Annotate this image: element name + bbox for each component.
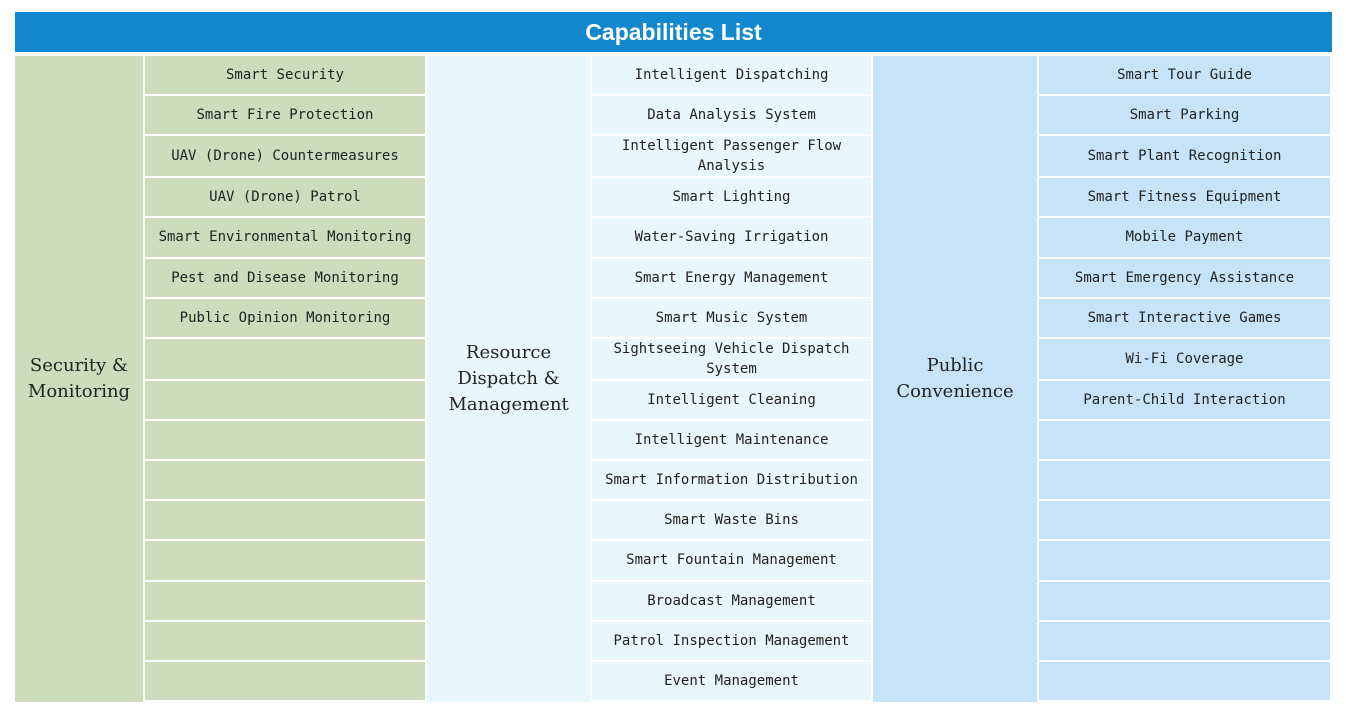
capability-cell: Pest and Disease Monitoring [145, 259, 427, 299]
capability-cell: Data Analysis System [592, 96, 873, 136]
capability-cell: Smart Music System [592, 299, 873, 339]
capability-cell: Smart Fire Protection [145, 96, 427, 136]
capability-cell-empty [1039, 461, 1332, 501]
capability-cell: Smart Interactive Games [1039, 299, 1332, 339]
capability-cell-empty [145, 501, 427, 541]
capability-cell-empty [1039, 541, 1332, 581]
capabilities-grid [15, 56, 1332, 702]
capability-cell-empty [145, 541, 427, 581]
capability-cell: Smart Emergency Assistance [1039, 259, 1332, 299]
capability-cell: Smart Energy Management [592, 259, 873, 299]
category-public-convenience [873, 56, 1039, 702]
capability-cell-empty [145, 381, 427, 421]
capability-cell: Wi-Fi Coverage [1039, 339, 1332, 381]
capability-cell: Broadcast Management [592, 582, 873, 622]
sheet-title: Capabilities List [15, 12, 1332, 52]
capability-cell: Event Management [592, 662, 873, 702]
category-label: Security & Monitoring [27, 354, 131, 402]
capability-cell-empty [145, 421, 427, 461]
capability-cell-empty [145, 461, 427, 501]
capability-cell: Smart Plant Recognition [1039, 136, 1332, 178]
capability-cell-empty [1039, 421, 1332, 461]
capabilities-sheet [15, 12, 1332, 702]
capability-cell-empty [145, 582, 427, 622]
capability-cell: Intelligent Dispatching [592, 56, 873, 96]
capability-cell: UAV (Drone) Countermeasures [145, 136, 427, 178]
capability-cell: Smart Tour Guide [1039, 56, 1332, 96]
capability-cell: Intelligent Maintenance [592, 421, 873, 461]
capability-cell: Smart Environmental Monitoring [145, 218, 427, 258]
capability-cell: Smart Fitness Equipment [1039, 178, 1332, 218]
capability-cell: Smart Parking [1039, 96, 1332, 136]
capability-cell: Smart Waste Bins [592, 501, 873, 541]
capability-cell: Mobile Payment [1039, 218, 1332, 258]
capability-cell: Patrol Inspection Management [592, 622, 873, 662]
category-label: Resource Dispatch & Management [448, 341, 569, 415]
capability-cell-empty [1039, 501, 1332, 541]
capability-cell: Smart Fountain Management [592, 541, 873, 581]
capability-cell: Sightseeing Vehicle Dispatch System [592, 339, 873, 381]
capability-cell-empty [1039, 622, 1332, 662]
capability-cell-empty [145, 662, 427, 702]
capability-cell: Public Opinion Monitoring [145, 299, 427, 339]
capability-cell-empty [145, 622, 427, 662]
capability-cell: Parent-Child Interaction [1039, 381, 1332, 421]
capability-cell: Intelligent Passenger Flow Analysis [592, 136, 873, 178]
capability-cell: Smart Information Distribution [592, 461, 873, 501]
capability-cell-empty [1039, 662, 1332, 702]
capability-cell: UAV (Drone) Patrol [145, 178, 427, 218]
capability-cell: Smart Security [145, 56, 427, 96]
category-label: Public Convenience [896, 354, 1014, 402]
capability-cell: Smart Lighting [592, 178, 873, 218]
category-security-monitoring [15, 56, 145, 702]
capability-cell-empty [1039, 582, 1332, 622]
capability-cell-empty [145, 339, 427, 381]
capability-cell: Intelligent Cleaning [592, 381, 873, 421]
capability-cell: Water-Saving Irrigation [592, 218, 873, 258]
category-resource-dispatch [427, 56, 592, 702]
